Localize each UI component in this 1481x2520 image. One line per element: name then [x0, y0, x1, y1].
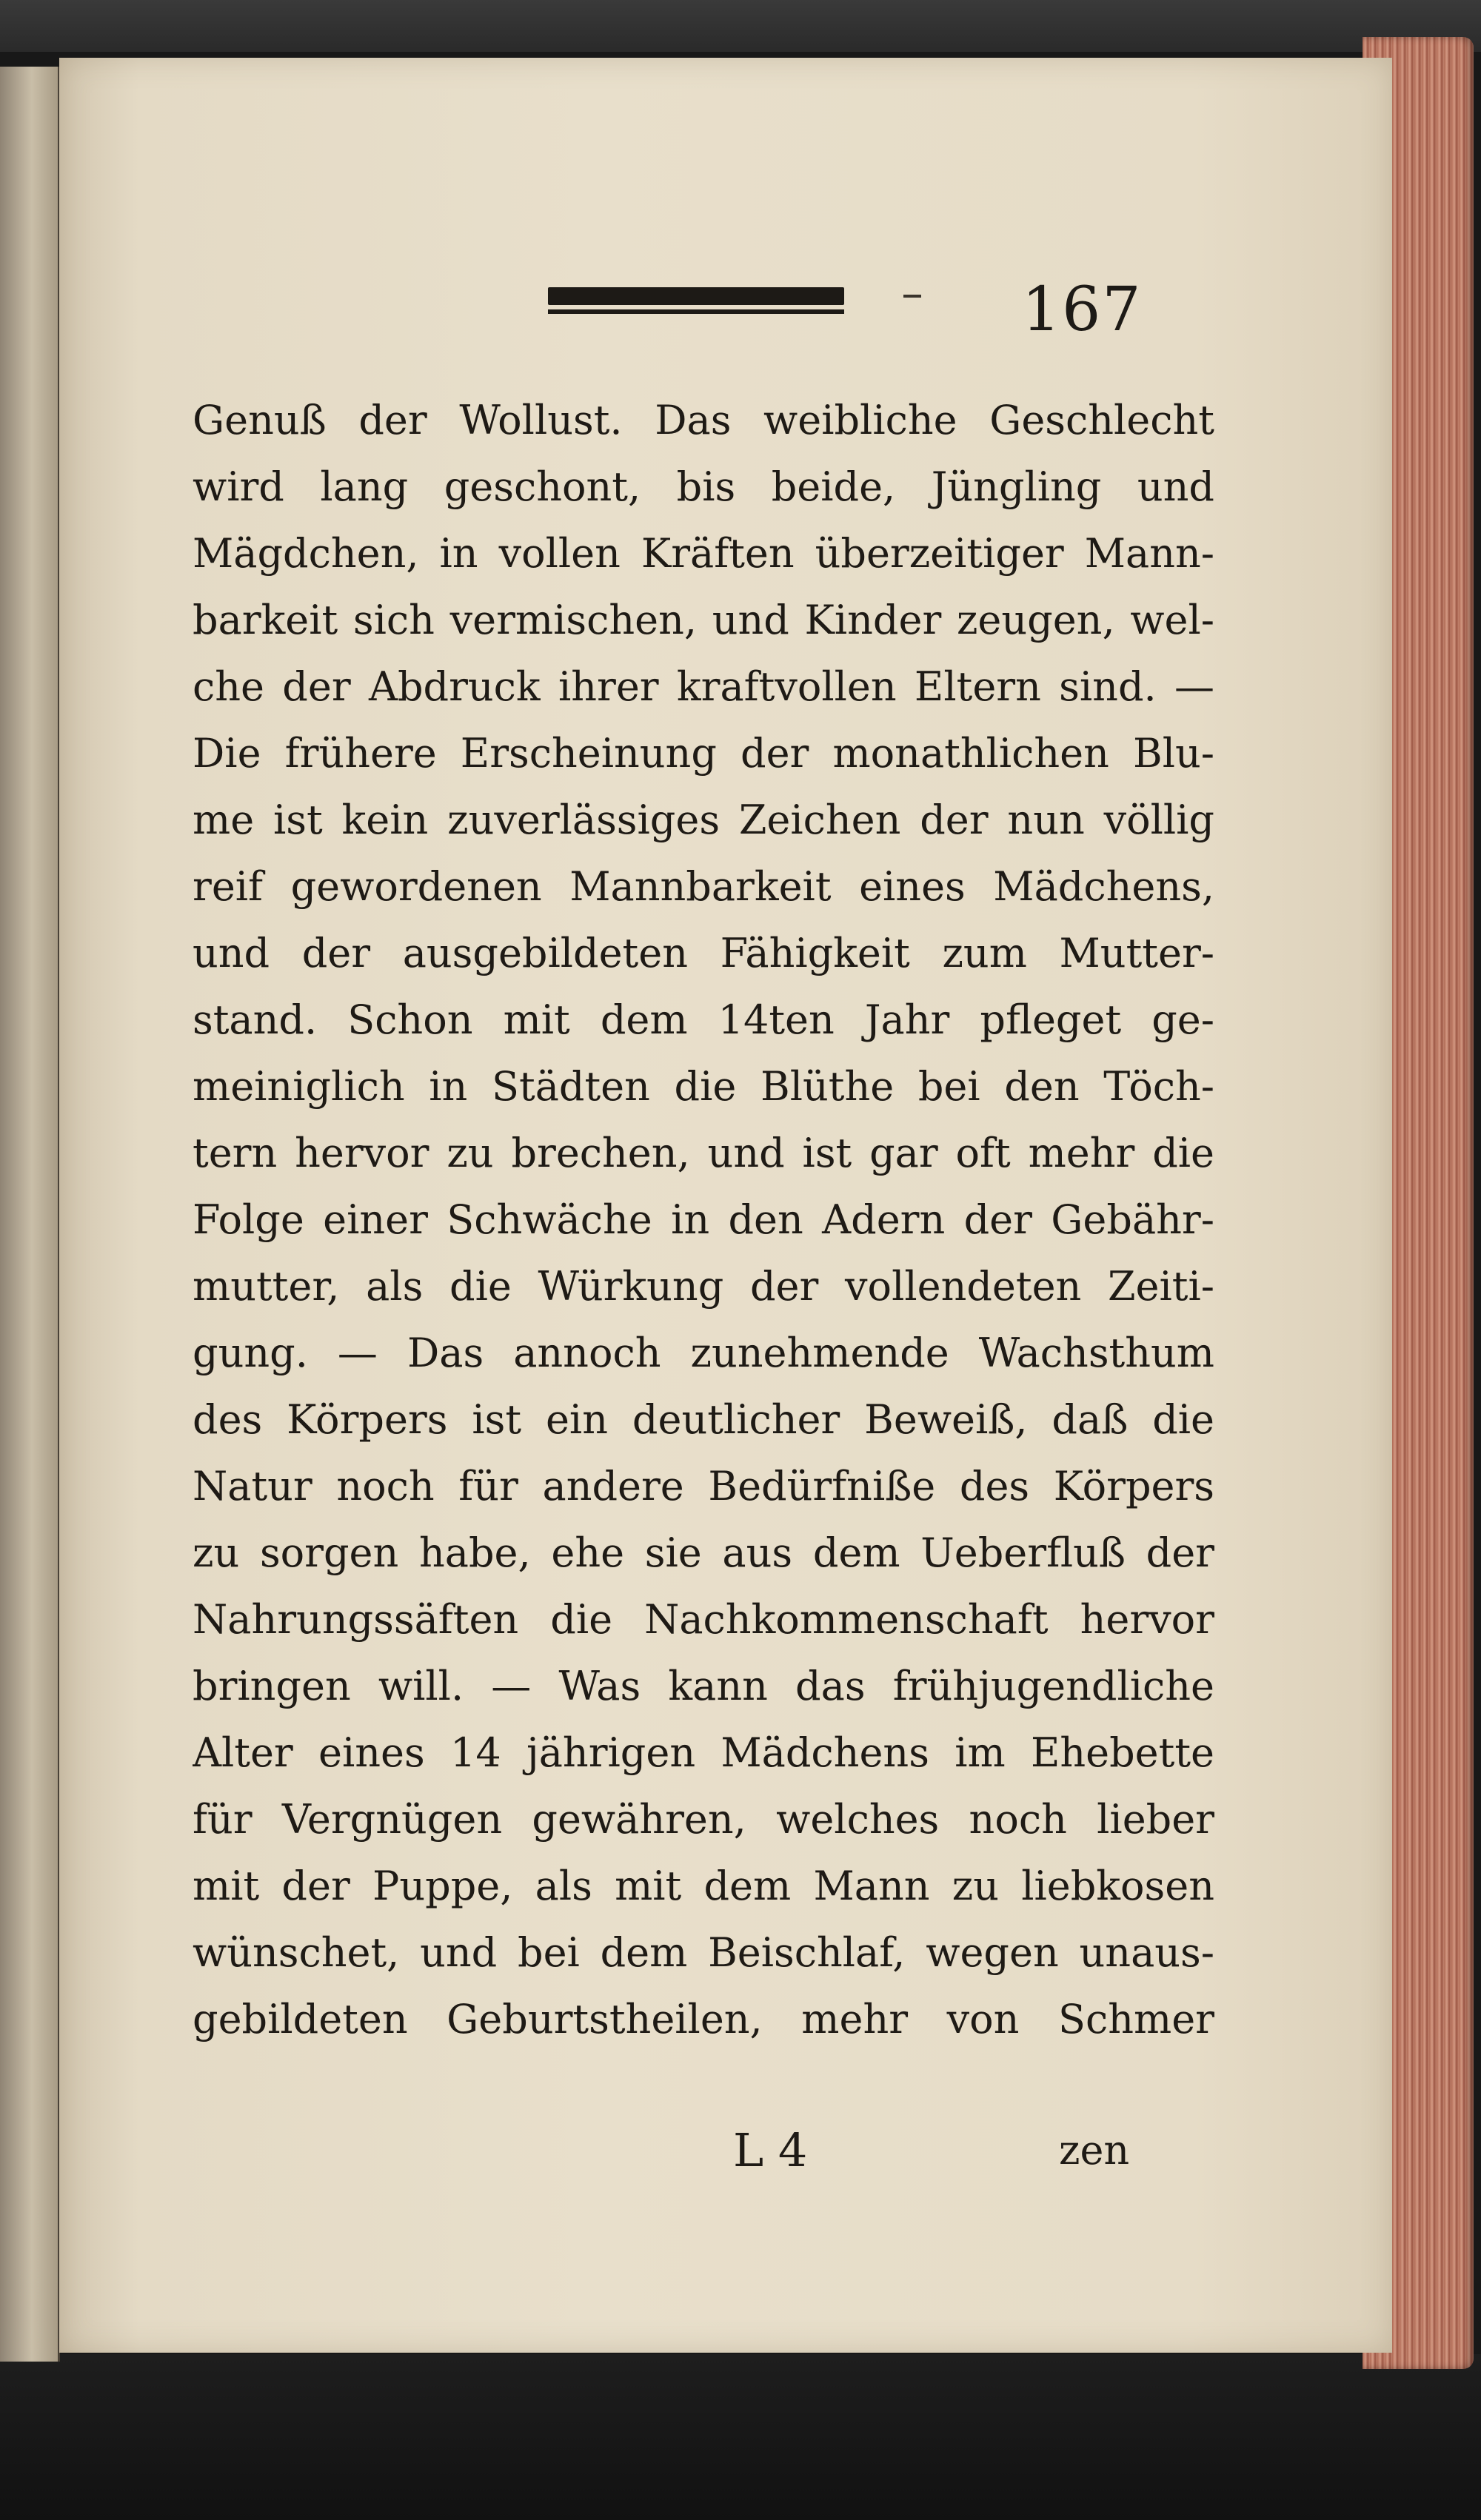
- text-line: gebildeten Geburtstheilen, mehr von Schmer: [193, 1996, 1214, 2043]
- text-line: mutter, als die Würkung der vollendeten Zeiti-: [193, 1263, 1214, 1310]
- text-line: des Körpers ist ein deutlicher Beweiß, daß die: [193, 1396, 1214, 1443]
- text-line: me ist kein zuverlässiges Zeichen der nun völlig: [193, 797, 1214, 843]
- text-line: wünschet, und bei dem Beischlaf, wegen unaus-: [193, 1929, 1214, 1976]
- text-line: Alter eines 14 jährigen Mädchens im Ehebette: [193, 1729, 1214, 1776]
- facing-page-edge: [0, 67, 60, 2362]
- text-line: Die frühere Erscheinung der monathlichen Blu-: [193, 730, 1214, 777]
- page-number: 167: [1022, 275, 1143, 345]
- text-line: Mägdchen, in vollen Kräften überzeitiger Mann-: [193, 530, 1214, 577]
- text-line: meiniglich in Städten die Blüthe bei den Töch-: [193, 1063, 1214, 1110]
- signature-mark: L 4: [733, 2123, 808, 2177]
- text-line: stand. Schon mit dem 14ten Jahr pfleget ge-: [193, 996, 1214, 1043]
- text-line: Folge einer Schwäche in den Adern der Gebähr-: [193, 1196, 1214, 1243]
- header-rule: [548, 287, 844, 305]
- text-line: für Vergnügen gewähren, welches noch lieber: [193, 1796, 1214, 1843]
- text-line: Nahrungssäften die Nachkommenschaft hervor: [193, 1596, 1214, 1643]
- text-line: bringen will. — Was kann das frühjugendliche: [193, 1663, 1214, 1709]
- text-line: gung. — Das annoch zunehmende Wachsthum: [193, 1330, 1214, 1376]
- text-line: mit der Puppe, als mit dem Mann zu liebkosen: [193, 1863, 1214, 1909]
- book-page: [59, 58, 1392, 2353]
- text-line: und der ausgebildeten Fähigkeit zum Mutter-: [193, 930, 1214, 976]
- text-line: che der Abdruck ihrer kraftvollen Eltern sind. —: [193, 663, 1214, 710]
- backdrop: [0, 2354, 1481, 2520]
- text-line: Genuß der Wollust. Das weibliche Geschlecht: [193, 397, 1214, 443]
- header-dash: [903, 295, 921, 298]
- book-cover-top: [0, 0, 1481, 52]
- text-line: Natur noch für andere Bedürfniße des Körpers: [193, 1463, 1214, 1509]
- text-line: reif gewordenen Mannbarkeit eines Mädchens,: [193, 863, 1214, 910]
- text-line: wird lang geschont, bis beide, Jüngling und: [193, 463, 1214, 510]
- text-line: barkeit sich vermischen, und Kinder zeugen, wel-: [193, 597, 1214, 643]
- catchword: zen: [1059, 2127, 1130, 2174]
- text-line: tern hervor zu brechen, und ist gar oft mehr die: [193, 1130, 1214, 1176]
- text-line: zu sorgen habe, ehe sie aus dem Ueberfluß der: [193, 1529, 1214, 1576]
- body-text: [193, 387, 1214, 2053]
